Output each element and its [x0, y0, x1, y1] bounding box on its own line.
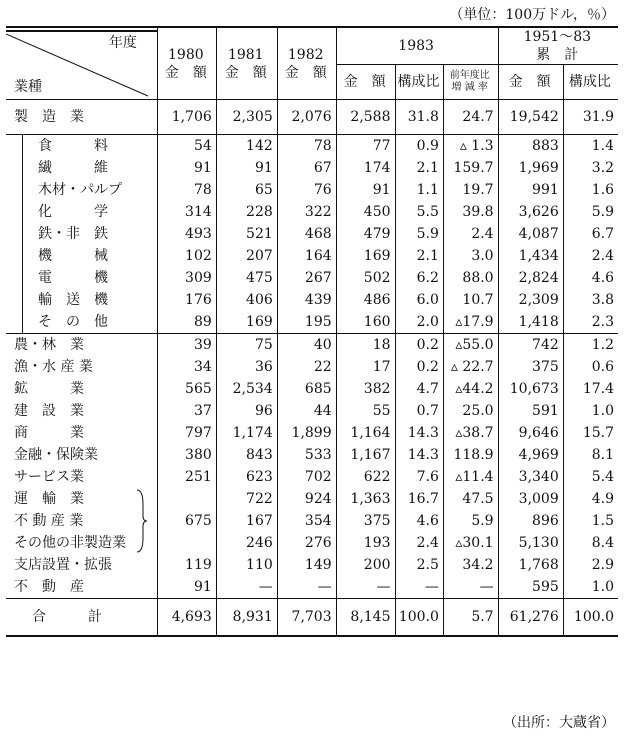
value-cell: 622: [336, 466, 395, 488]
value-cell: 6.0: [395, 289, 443, 311]
table-row: [6, 223, 618, 245]
value-cell: 67: [277, 157, 336, 179]
value-cell: 44: [277, 400, 336, 422]
value-cell: 118.9: [443, 444, 498, 466]
value-cell: 5.9: [443, 510, 498, 532]
header-cumulative: 1951～83 累 計: [498, 27, 618, 65]
row-label: 不 動 産 業: [14, 513, 84, 529]
group-rule: [22, 223, 23, 245]
value-cell: 479: [336, 223, 395, 245]
value-cell: 5.5: [395, 201, 443, 223]
value-cell: 591: [498, 400, 563, 422]
value-cell: 149: [277, 554, 336, 576]
value-cell: 533: [277, 444, 336, 466]
value-cell: 142: [216, 135, 277, 158]
table-row: [6, 245, 618, 267]
table-row: [6, 510, 618, 532]
value-cell: 31.8: [395, 100, 443, 135]
value-cell: 322: [277, 201, 336, 223]
value-cell: 25.0: [443, 400, 498, 422]
value-cell: 100.0: [395, 599, 443, 637]
header-1983-share: 構成比: [395, 65, 443, 100]
value-cell: 1.1: [395, 179, 443, 201]
table-row: [6, 488, 618, 510]
value-cell: 2.4: [395, 532, 443, 554]
value-cell: 2.3: [563, 311, 618, 334]
value-cell: 0.2: [395, 356, 443, 378]
table-row: [6, 334, 618, 357]
table-row: [6, 157, 618, 179]
table-row: [6, 179, 618, 201]
table-row: [6, 554, 618, 576]
value-cell: 896: [498, 510, 563, 532]
group-rule: [22, 179, 23, 201]
row-label: 輸 送 機: [6, 289, 157, 311]
value-cell: 1.0: [563, 576, 618, 599]
row-label: 鉄・非 鉄: [6, 223, 157, 245]
value-cell: 3.8: [563, 289, 618, 311]
value-cell: 406: [216, 289, 277, 311]
value-cell: 61,276: [498, 599, 563, 637]
corner-header-cell: [6, 27, 157, 100]
value-cell: 8.4: [563, 532, 618, 554]
value-cell: 89: [157, 311, 216, 334]
value-cell: 91: [336, 179, 395, 201]
value-cell: ▵55.0: [443, 334, 498, 357]
table-row: [6, 576, 618, 599]
value-cell: 9,646: [498, 422, 563, 444]
value-cell: 5.4: [563, 466, 618, 488]
value-cell: 2.1: [395, 157, 443, 179]
value-cell: 176: [157, 289, 216, 311]
value-cell: 228: [216, 201, 277, 223]
row-label: 化 学: [6, 201, 157, 223]
group-rule: [22, 201, 23, 223]
value-cell: 246: [216, 532, 277, 554]
value-cell: 96: [216, 400, 277, 422]
row-label: サービス業: [14, 469, 84, 485]
value-cell: ▵ 1.3: [443, 135, 498, 158]
value-cell: —: [277, 576, 336, 599]
table-row: [6, 267, 618, 289]
row-label: 合 計: [6, 599, 157, 637]
value-cell: 702: [277, 466, 336, 488]
value-cell: 1.4: [563, 135, 618, 158]
industry-label: 業種: [14, 78, 42, 95]
value-cell: 4.6: [563, 267, 618, 289]
value-cell: 10,673: [498, 378, 563, 400]
value-cell: 10.7: [443, 289, 498, 311]
value-cell: 39: [157, 334, 216, 357]
value-cell: 31.9: [563, 100, 618, 135]
value-cell: 2,305: [216, 100, 277, 135]
value-cell: 1,434: [498, 245, 563, 267]
value-cell: 169: [336, 245, 395, 267]
group-rule: [22, 135, 23, 157]
value-cell: 309: [157, 267, 216, 289]
group-rule: [22, 311, 23, 333]
value-cell: —: [216, 576, 277, 599]
value-cell: 3,009: [498, 488, 563, 510]
value-cell: 4,087: [498, 223, 563, 245]
value-cell: 5.9: [563, 201, 618, 223]
header-1982: 1982 金 額: [277, 27, 336, 100]
header-1981: 1981 金 額: [216, 27, 277, 100]
value-cell: 623: [216, 466, 277, 488]
value-cell: ▵11.4: [443, 466, 498, 488]
value-cell: 843: [216, 444, 277, 466]
value-cell: 54: [157, 135, 216, 158]
row-label: 機 械: [6, 245, 157, 267]
value-cell: 169: [216, 311, 277, 334]
group-rule: [22, 267, 23, 289]
value-cell: 2.4: [443, 223, 498, 245]
value-cell: 36: [216, 356, 277, 378]
row-label: 繊 維: [6, 157, 157, 179]
value-cell: 486: [336, 289, 395, 311]
value-cell: 18: [336, 334, 395, 357]
row-label: 運 輸 業: [14, 491, 84, 507]
value-cell: 55: [336, 400, 395, 422]
header-1983-amount: 金 額: [336, 65, 395, 100]
value-cell: 565: [157, 378, 216, 400]
row-label: 金融・保険業: [14, 447, 98, 463]
value-cell: ▵ 22.7: [443, 356, 498, 378]
value-cell: 493: [157, 223, 216, 245]
value-cell: 6.7: [563, 223, 618, 245]
value-cell: 102: [157, 245, 216, 267]
value-cell: 2,076: [277, 100, 336, 135]
value-cell: 1,969: [498, 157, 563, 179]
investment-table: [6, 26, 618, 637]
value-cell: 2.1: [395, 245, 443, 267]
source-note: （出所：大蔵省）: [503, 715, 615, 731]
value-cell: 1,768: [498, 554, 563, 576]
value-cell: 1,418: [498, 311, 563, 334]
unit-note: （単位：100万ドル，％）: [449, 7, 615, 23]
value-cell: 722: [216, 488, 277, 510]
value-cell: 34: [157, 356, 216, 378]
value-cell: 1,167: [336, 444, 395, 466]
value-cell: 991: [498, 179, 563, 201]
value-cell: 3,340: [498, 466, 563, 488]
value-cell: ▵30.1: [443, 532, 498, 554]
header-1980: 1980 金 額: [157, 27, 216, 100]
value-cell: 88.0: [443, 267, 498, 289]
table-row: [6, 466, 618, 488]
value-cell: —: [395, 576, 443, 599]
value-cell: 8,145: [336, 599, 395, 637]
value-cell: 883: [498, 135, 563, 158]
value-cell: 200: [336, 554, 395, 576]
value-cell: 167: [216, 510, 277, 532]
value-cell: 5.7: [443, 599, 498, 637]
value-cell: 0.2: [395, 334, 443, 357]
value-cell: 1,706: [157, 100, 216, 135]
value-cell: 110: [216, 554, 277, 576]
value-cell: 193: [336, 532, 395, 554]
value-cell: 2.9: [563, 554, 618, 576]
table-row: [6, 356, 618, 378]
row-label: その他の非製造業: [14, 534, 126, 551]
value-cell: 78: [157, 179, 216, 201]
value-cell: 39.8: [443, 201, 498, 223]
value-cell: 2,824: [498, 267, 563, 289]
value-cell: 37: [157, 400, 216, 422]
value-cell: 7.6: [395, 466, 443, 488]
value-cell: 0.7: [395, 400, 443, 422]
value-cell: 77: [336, 135, 395, 158]
value-cell: 17.4: [563, 378, 618, 400]
value-cell: 207: [216, 245, 277, 267]
value-cell: 685: [277, 378, 336, 400]
value-cell: 314: [157, 201, 216, 223]
value-cell: 595: [498, 576, 563, 599]
value-cell: 382: [336, 378, 395, 400]
group-rule: [22, 289, 23, 311]
value-cell: 475: [216, 267, 277, 289]
value-cell: 164: [277, 245, 336, 267]
header-1983: 1983: [336, 27, 498, 65]
value-cell: 742: [498, 334, 563, 357]
row-label: 不 動 産: [14, 579, 84, 595]
row-label: 木材・パルプ: [6, 179, 157, 201]
row-label: 商 業: [14, 425, 84, 441]
value-cell: 8,931: [216, 599, 277, 637]
value-cell: 2.4: [563, 245, 618, 267]
value-cell: 24.7: [443, 100, 498, 135]
table-row: [6, 400, 618, 422]
value-cell: 375: [336, 510, 395, 532]
value-cell: 5.9: [395, 223, 443, 245]
value-cell: 22: [277, 356, 336, 378]
value-cell: —: [443, 576, 498, 599]
value-cell: 14.3: [395, 422, 443, 444]
value-cell: 1.0: [563, 400, 618, 422]
value-cell: 3.0: [443, 245, 498, 267]
table-row: [6, 599, 618, 637]
value-cell: 7,703: [277, 599, 336, 637]
value-cell: 160: [336, 311, 395, 334]
row-label: 漁・水 産 業: [14, 359, 93, 375]
row-label: 電 機: [6, 267, 157, 289]
value-cell: 267: [277, 267, 336, 289]
value-cell: 15.7: [563, 422, 618, 444]
value-cell: 354: [277, 510, 336, 532]
group-rule: [22, 157, 23, 179]
value-cell: 375: [498, 356, 563, 378]
value-cell: [157, 532, 216, 554]
header-cum-amount: 金 額: [498, 65, 563, 100]
value-cell: 2.0: [395, 311, 443, 334]
value-cell: 65: [216, 179, 277, 201]
table-row: [6, 532, 618, 554]
value-cell: 1,363: [336, 488, 395, 510]
table-row: [6, 201, 618, 223]
value-cell: 439: [277, 289, 336, 311]
value-cell: 14.3: [395, 444, 443, 466]
table-row: [6, 289, 618, 311]
value-cell: 100.0: [563, 599, 618, 637]
header-cum-share: 構成比: [563, 65, 618, 100]
value-cell: 159.7: [443, 157, 498, 179]
value-cell: 4.7: [395, 378, 443, 400]
value-cell: 4,693: [157, 599, 216, 637]
value-cell: 76: [277, 179, 336, 201]
value-cell: 91: [157, 157, 216, 179]
value-cell: 380: [157, 444, 216, 466]
value-cell: 502: [336, 267, 395, 289]
value-cell: 34.2: [443, 554, 498, 576]
value-cell: 47.5: [443, 488, 498, 510]
value-cell: 17: [336, 356, 395, 378]
row-label: 製 造 業: [6, 100, 157, 135]
value-cell: 91: [216, 157, 277, 179]
value-cell: 91: [157, 576, 216, 599]
value-cell: [157, 488, 216, 510]
table-row: [6, 378, 618, 400]
group-rule: [22, 245, 23, 267]
value-cell: 2.5: [395, 554, 443, 576]
value-cell: 16.7: [395, 488, 443, 510]
value-cell: ▵17.9: [443, 311, 498, 334]
value-cell: 75: [216, 334, 277, 357]
value-cell: 119: [157, 554, 216, 576]
year-label: 年度: [108, 34, 137, 51]
value-cell: 1.5: [563, 510, 618, 532]
value-cell: 2,534: [216, 378, 277, 400]
row-label: そ の 他: [6, 311, 157, 334]
value-cell: 6.2: [395, 267, 443, 289]
value-cell: 3.2: [563, 157, 618, 179]
value-cell: 2,588: [336, 100, 395, 135]
value-cell: 4.9: [563, 488, 618, 510]
value-cell: 19.7: [443, 179, 498, 201]
value-cell: 78: [277, 135, 336, 158]
value-cell: 8.1: [563, 444, 618, 466]
value-cell: 521: [216, 223, 277, 245]
value-cell: 1.2: [563, 334, 618, 357]
value-cell: 924: [277, 488, 336, 510]
value-cell: 1,174: [216, 422, 277, 444]
row-label: 食 料: [6, 135, 157, 158]
value-cell: 1.6: [563, 179, 618, 201]
value-cell: 797: [157, 422, 216, 444]
value-cell: 0.6: [563, 356, 618, 378]
row-label: 支店設置・拡張: [14, 557, 112, 573]
value-cell: —: [336, 576, 395, 599]
value-cell: 4,969: [498, 444, 563, 466]
row-label: 農・林 業: [6, 334, 157, 357]
header-1983-change: 前年度比 増 減 率: [443, 65, 498, 100]
value-cell: 0.9: [395, 135, 443, 158]
row-label: 建 設 業: [14, 403, 84, 419]
value-cell: 251: [157, 466, 216, 488]
value-cell: ▵38.7: [443, 422, 498, 444]
value-cell: 19,542: [498, 100, 563, 135]
table-row: [6, 100, 618, 135]
value-cell: 1,164: [336, 422, 395, 444]
value-cell: 276: [277, 532, 336, 554]
value-cell: 3,626: [498, 201, 563, 223]
value-cell: 1,899: [277, 422, 336, 444]
value-cell: 40: [277, 334, 336, 357]
value-cell: 2,309: [498, 289, 563, 311]
table-row: [6, 422, 618, 444]
value-cell: 4.6: [395, 510, 443, 532]
value-cell: 195: [277, 311, 336, 334]
table-row: [6, 444, 618, 466]
value-cell: 174: [336, 157, 395, 179]
brace-mark: [136, 488, 146, 554]
value-cell: 5,130: [498, 532, 563, 554]
value-cell: 450: [336, 201, 395, 223]
value-cell: 675: [157, 510, 216, 532]
value-cell: ▵44.2: [443, 378, 498, 400]
table-row: [6, 135, 618, 158]
table-row: [6, 311, 618, 334]
row-label: 鉱 業: [14, 381, 84, 397]
value-cell: 468: [277, 223, 336, 245]
